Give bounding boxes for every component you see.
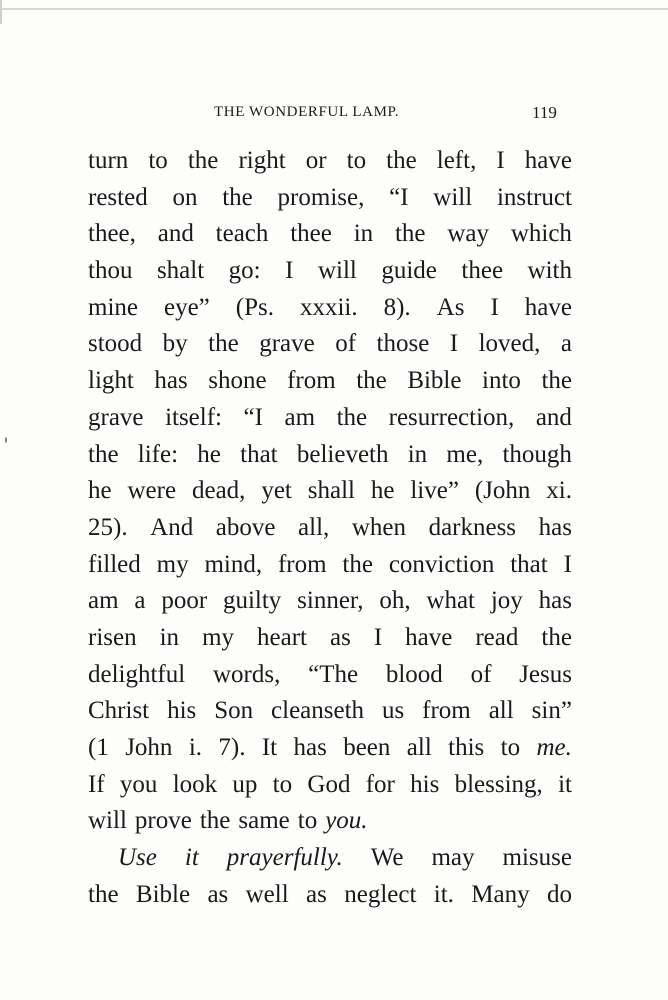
- word: 7).: [218, 734, 246, 761]
- word: on: [172, 183, 198, 211]
- word: sin”: [531, 697, 572, 725]
- word: read: [475, 623, 519, 651]
- word: filled: [88, 550, 141, 578]
- word: yet: [261, 477, 292, 505]
- text-line: [88, 253, 572, 290]
- word: (Ps.: [235, 293, 274, 321]
- word: thou: [88, 257, 133, 285]
- word: will: [88, 807, 127, 835]
- word: (John: [474, 477, 531, 505]
- word: my: [156, 550, 189, 578]
- word: from: [422, 697, 471, 725]
- text-line: [88, 143, 572, 180]
- word: the: [394, 220, 426, 248]
- word: his: [167, 697, 197, 725]
- word: live”: [410, 477, 459, 505]
- word: light: [88, 367, 134, 395]
- word: If: [88, 770, 105, 798]
- word: may: [431, 844, 475, 872]
- word: mine: [88, 293, 138, 321]
- word: as: [329, 623, 351, 651]
- word: that: [240, 440, 278, 468]
- word: it: [558, 770, 572, 798]
- word: guide: [381, 257, 437, 285]
- word: that: [510, 550, 548, 578]
- text-line: [88, 473, 572, 510]
- word: “I: [243, 403, 263, 431]
- word: in: [159, 623, 180, 651]
- word: We: [370, 844, 404, 872]
- word: those: [376, 330, 430, 358]
- word: he: [88, 477, 112, 505]
- scan-speck: [5, 437, 7, 443]
- word: John: [125, 734, 173, 761]
- word: go:: [228, 257, 261, 285]
- word: by: [162, 330, 188, 358]
- text-line: [88, 216, 572, 253]
- word: which: [510, 220, 572, 248]
- word: all: [488, 697, 514, 725]
- word: way: [447, 220, 489, 248]
- word: neglect: [344, 880, 417, 908]
- body-text: [88, 143, 572, 913]
- word: words,: [212, 660, 281, 688]
- word: when: [351, 513, 406, 541]
- word: a: [134, 587, 146, 615]
- word: in: [407, 440, 428, 468]
- text-line: [88, 657, 572, 694]
- page-top-edge: [0, 8, 668, 10]
- word: cleanseth: [271, 697, 365, 725]
- word: the: [88, 440, 119, 468]
- word: will: [317, 257, 357, 285]
- word: am: [284, 403, 316, 431]
- word: do: [546, 880, 572, 908]
- word: itself:: [165, 403, 222, 431]
- word: to: [272, 770, 293, 798]
- word: of: [470, 660, 492, 688]
- word: he: [197, 440, 221, 468]
- word: it: [184, 844, 199, 872]
- word: what: [426, 587, 476, 615]
- word: well: [245, 880, 289, 908]
- word: life:: [137, 440, 179, 468]
- word: prayerfully.: [226, 844, 343, 872]
- text-line: [88, 583, 572, 620]
- word: Bible: [135, 880, 191, 908]
- word: believeth: [296, 440, 389, 468]
- word: though: [502, 440, 572, 468]
- text-line: [88, 693, 572, 730]
- page-left-edge-mark: [0, 0, 2, 24]
- word: my: [202, 623, 235, 651]
- text-line: [88, 840, 572, 877]
- word: the: [342, 550, 373, 578]
- word: look: [172, 770, 218, 798]
- word: to: [346, 147, 367, 174]
- word: Son: [214, 697, 254, 725]
- text-line: [88, 730, 572, 767]
- word: he: [370, 477, 395, 505]
- word: thee,: [88, 220, 136, 248]
- word: have: [524, 293, 572, 321]
- word: It: [261, 734, 278, 761]
- text-line: [88, 510, 572, 547]
- word: a: [560, 330, 572, 358]
- word: the: [336, 403, 368, 431]
- word: you.: [325, 807, 368, 835]
- word: to: [148, 147, 168, 174]
- word: Bible: [407, 367, 462, 395]
- word: teach: [215, 220, 269, 248]
- word: and: [535, 403, 572, 431]
- word: all: [406, 734, 432, 761]
- word: has: [538, 513, 572, 541]
- word: in: [353, 220, 374, 248]
- word: up: [232, 770, 258, 798]
- word: me,: [446, 440, 484, 468]
- word: promise,: [277, 183, 365, 211]
- word: the: [88, 880, 119, 908]
- running-head-title: THE WONDERFUL LAMP.: [214, 104, 400, 120]
- text-line: [88, 180, 572, 217]
- word: to: [500, 734, 521, 761]
- word: 25).: [88, 513, 128, 541]
- word: grave: [88, 403, 144, 431]
- word: misuse: [502, 844, 572, 872]
- word: and: [157, 220, 194, 248]
- word: the: [386, 147, 417, 174]
- word: you: [119, 770, 158, 798]
- word: thee: [290, 220, 332, 248]
- word: from: [277, 550, 327, 578]
- word: I: [490, 293, 499, 321]
- word: us: [381, 697, 405, 725]
- word: darkness: [428, 513, 517, 541]
- word: instruct: [496, 183, 572, 211]
- word: his: [410, 770, 440, 798]
- word: resurrection,: [388, 403, 515, 431]
- word: am: [88, 587, 119, 615]
- text-line: [88, 620, 572, 657]
- word: were: [127, 477, 177, 505]
- word: the: [541, 623, 572, 651]
- word: risen: [88, 623, 137, 651]
- word: Many: [471, 880, 530, 908]
- word: will: [433, 183, 473, 211]
- word: stood: [88, 330, 143, 358]
- word: I: [449, 330, 459, 358]
- word: blood: [385, 660, 443, 688]
- word: the: [541, 367, 572, 395]
- word: turn: [88, 147, 129, 174]
- word: sinner,: [297, 587, 364, 615]
- word: same: [238, 807, 290, 835]
- text-line: [88, 290, 572, 327]
- word: shalt: [156, 257, 205, 285]
- word: joy: [490, 587, 523, 615]
- word: Use: [118, 844, 157, 872]
- word: I: [563, 550, 572, 578]
- word: 8).: [383, 293, 411, 321]
- text-line: [88, 803, 572, 840]
- word: been: [343, 734, 391, 761]
- word: the: [187, 147, 219, 174]
- word: delightful: [88, 660, 186, 688]
- word: thee: [461, 257, 504, 285]
- text-line: [88, 437, 572, 474]
- word: the: [208, 330, 239, 358]
- text-line: [88, 326, 572, 363]
- word: the: [356, 367, 387, 395]
- word: as: [207, 880, 229, 908]
- word: shall: [307, 477, 355, 505]
- word: as: [306, 880, 327, 908]
- text-line: [88, 767, 572, 804]
- word: xxxii.: [299, 293, 358, 321]
- word: (1: [88, 734, 109, 761]
- word: mind,: [204, 550, 263, 578]
- word: this: [448, 734, 485, 761]
- word: conviction: [388, 550, 495, 578]
- word: blessing,: [454, 770, 543, 798]
- word: I: [285, 257, 294, 285]
- word: “I: [389, 183, 409, 211]
- word: xi.: [546, 477, 572, 505]
- text-line: [88, 547, 572, 584]
- word: into: [482, 367, 521, 395]
- word: me.: [536, 734, 572, 761]
- word: heart: [257, 623, 307, 651]
- word: left,: [436, 147, 477, 174]
- word: I: [496, 147, 505, 174]
- word: i.: [188, 734, 203, 761]
- word: to: [297, 807, 318, 835]
- word: have: [524, 147, 572, 174]
- word: “The: [308, 660, 359, 688]
- text-line: [88, 877, 572, 914]
- word: guilty: [222, 587, 282, 615]
- word: or: [305, 147, 327, 174]
- word: oh,: [379, 587, 411, 615]
- word: shone: [208, 367, 267, 395]
- word: Christ: [88, 697, 150, 725]
- word: dead,: [191, 477, 246, 505]
- word: right: [238, 147, 286, 174]
- word: As: [436, 293, 465, 321]
- word: poor: [161, 587, 208, 615]
- word: with: [527, 257, 572, 285]
- word: eye”: [163, 293, 210, 321]
- word: has: [293, 734, 327, 761]
- word: it.: [433, 880, 454, 908]
- word: from: [287, 367, 336, 395]
- word: Jesus: [519, 660, 572, 688]
- word: I: [373, 623, 383, 651]
- word: the: [199, 807, 231, 835]
- word: God: [307, 770, 351, 798]
- word: have: [405, 623, 453, 651]
- word: the: [222, 183, 253, 211]
- text-line: [88, 400, 572, 437]
- word: for: [365, 770, 395, 798]
- word: grave: [259, 330, 315, 358]
- word: has: [154, 367, 188, 395]
- text-line: [88, 363, 572, 400]
- word: prove: [134, 807, 192, 835]
- word: has: [538, 587, 572, 615]
- word: above: [215, 513, 276, 541]
- word: loved,: [478, 330, 541, 358]
- word: And: [150, 513, 194, 541]
- word: of: [335, 330, 357, 358]
- word: rested: [88, 183, 148, 211]
- word: all,: [298, 513, 330, 541]
- page-number: 119: [532, 103, 557, 122]
